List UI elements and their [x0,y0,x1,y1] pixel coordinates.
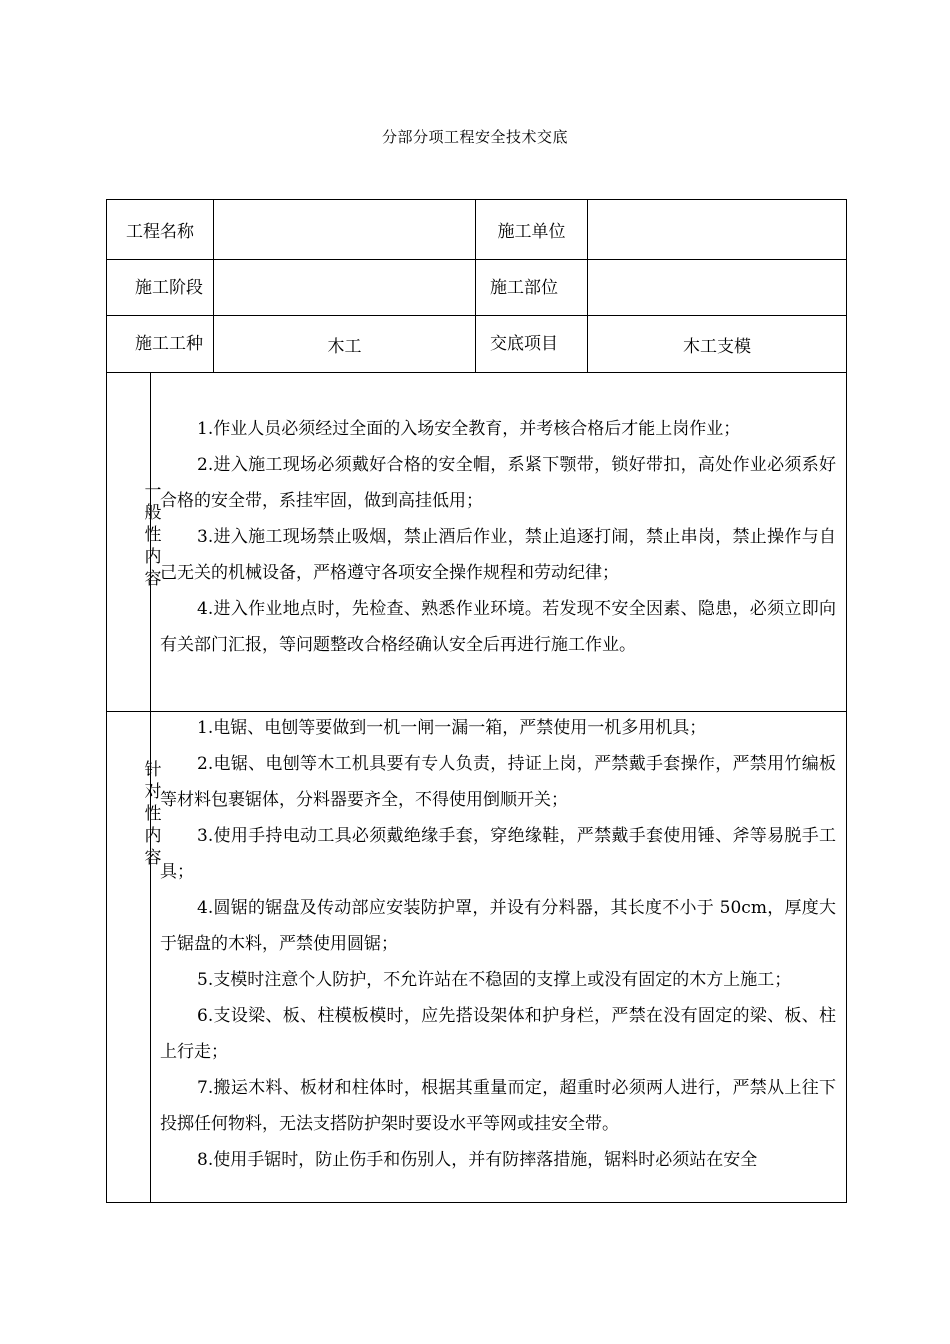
construction-part-label: 施工部位 [476,260,588,316]
specific-item: 1.电锯、电刨等要做到一机一闸一漏一箱，严禁使用一机多用机具； [197,718,707,738]
disclosure-item-label: 交底项目 [476,316,588,373]
specific-item: 2.电锯、电刨等木工机具要有专人负责，持证上岗，严禁戴手套操作，严禁用竹编板等材料包裹锯体，分料器要齐全，不得使用倒顺开关； [160,754,836,810]
specific-item: 6.支设梁、板、柱模板模时，应先搭设架体和护身栏，严禁在没有固定的梁、板、柱上行走； [160,1006,836,1062]
row-specific-content [107,712,847,1203]
project-name-field[interactable] [214,200,476,260]
general-content-list [160,411,836,663]
row-trade [107,316,847,373]
row-project [107,200,847,260]
construction-stage-label: 施工阶段 [107,260,214,316]
general-item: 2.进入施工现场必须戴好合格的安全帽，系紧下颚带，锁好带扣，高处作业必须系好合格的安全带，系挂牢固，做到高挂低用； [160,455,836,511]
construction-unit-label: 施工单位 [476,200,588,260]
general-item: 4.进入作业地点时，先检查、熟悉作业环境。若发现不安全因素、隐患，必须立即向有关部门汇报，等问题整改合格经确认安全后再进行施工作业。 [160,599,836,655]
general-item: 3.进入施工现场禁止吸烟，禁止酒后作业，禁止追逐打闹，禁止串岗，禁止操作与自己无关的机械设备，严格遵守各项安全操作规程和劳动纪律； [160,527,836,583]
project-name-label: 工程名称 [107,200,214,260]
general-content-cell [107,373,847,712]
specific-item: 7.搬运木料、板材和柱体时，根据其重量而定，超重时必须两人进行，严禁从上往下投掷任何物料，无法支搭防护架时要设水平等网或挂安全带。 [160,1078,836,1134]
trade-label: 施工工种 [107,316,214,373]
specific-content-list [160,710,836,1178]
specific-item: 4.圆锯的锯盘及传动部应安装防护罩，并设有分料器，其长度不小于 50cm，厚度大于锯盘的木料，严禁使用圆锯； [160,898,836,954]
row-general-content [107,373,847,712]
general-side-label: 一 般 性 内 容 [144,481,162,589]
row-stage [107,260,847,316]
specific-side-label: 针 对 性 内 容 [144,760,162,868]
specific-item: 5.支模时注意个人防护，不允许站在不稳固的支撑上或没有固定的木方上施工； [197,970,792,990]
construction-part-field[interactable] [588,260,847,316]
specific-item: 3.使用手持电动工具必须戴绝缘手套，穿绝缘鞋，严禁戴手套使用锤、斧等易脱手工具； [160,826,836,882]
general-item: 1.作业人员必须经过全面的入场安全教育，并考核合格后才能上岗作业； [197,419,741,439]
specific-content-cell [107,712,847,1203]
construction-unit-field[interactable] [588,200,847,260]
specific-item: 8.使用手锯时，防止伤手和伤别人，并有防摔落措施，锯料时必须站在安全 [197,1150,758,1170]
disclosure-item-value: 木工支模 [588,316,847,373]
trade-value: 木工 [214,316,476,373]
disclosure-form [106,199,847,1203]
construction-stage-field[interactable] [214,260,476,316]
document-title: 分部分项工程安全技术交底 [381,128,568,146]
